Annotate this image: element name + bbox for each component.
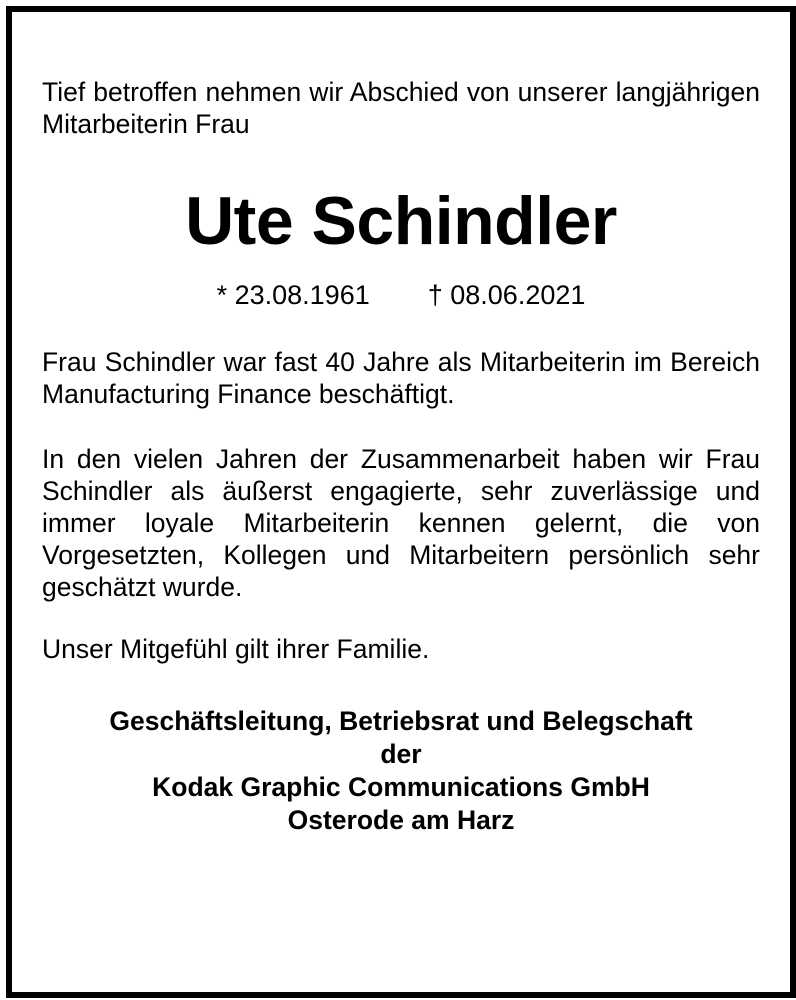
intro-text: Tief betroffen nehmen wir Abschied von unserer langjährigen Mitarbeiterin Frau (42, 77, 760, 139)
birth-date: * 23.08.1961 (216, 280, 370, 310)
signature-line-management: Geschäftsleitung, Betriebsrat und Belegschaft (109, 706, 693, 736)
death-date: † 08.06.2021 (427, 280, 586, 310)
signature-line-location: Osterode am Harz (287, 805, 515, 835)
deceased-name: Ute Schindler (185, 183, 617, 259)
tribute-paragraph: In den vielen Jahren der Zusammenarbeit haben wir Frau Schindler als äußerst engagierte, sehr zuverlässige und immer loyale Mitarbeiterin kennen gelernt, die von Vorgesetzten, Kollegen und Mitarbeitern persönlich sehr geschätzt wurde. (42, 444, 760, 602)
employment-paragraph: Frau Schindler war fast 40 Jahre als Mitarbeiterin im Bereich Manufacturing Finance beschäftigt. (42, 347, 760, 409)
signature-line-der: der (380, 739, 422, 769)
obituary-content (42, 76, 760, 837)
signature-line-company: Kodak Graphic Communications GmbH (152, 772, 650, 802)
signature-block (42, 705, 760, 837)
life-dates (42, 278, 760, 312)
obituary-notice-frame (6, 6, 796, 998)
condolence-paragraph: Unser Mitgefühl gilt ihrer Familie. (42, 634, 430, 664)
